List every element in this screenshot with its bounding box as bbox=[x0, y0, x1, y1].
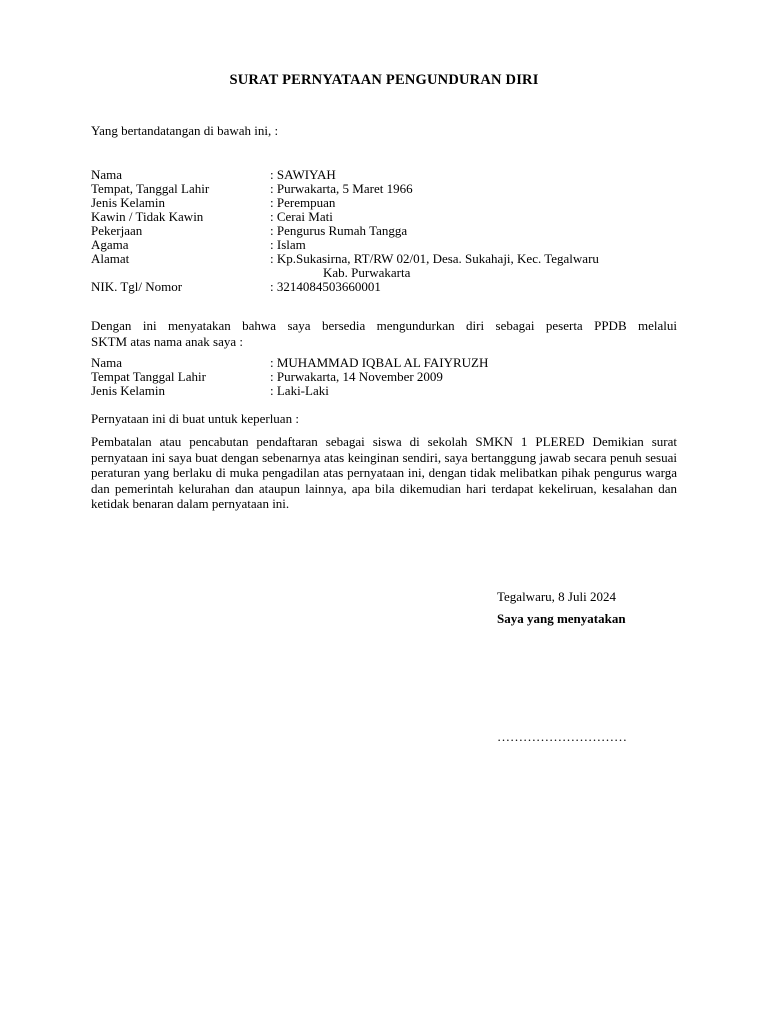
field-value: : Pengurus Rumah Tangga bbox=[270, 223, 408, 238]
statement-paragraph bbox=[91, 318, 677, 349]
field-label: Nama bbox=[91, 167, 123, 182]
field-label: Nama bbox=[91, 355, 123, 370]
body-paragraph: Pembatalan atau pencabutan pendaftaran sebagai siswa di sekolah SMKN 1 PLERED Demikian surat pernyataan ini saya buat dengan sebenarnya atas keinginan sendiri, saya bertanggung jawab secara penuh sesuai peraturan yang berlaku di muka pengadilan atas pernyataan ini, dengan tidak melibatkan pihak pengurus warga dan pemerintah kelurahan dan ataupun lainnya, apa bila dikemudian hari terdapat kekeliruan, kesalahan dan ketidak benaran dalam pernyataan ini. bbox=[91, 434, 677, 511]
statement-line-1: Dengan ini menyatakan bahwa saya bersedia mengundurkan diri sebagai peserta PPDB melalui bbox=[91, 318, 677, 333]
field-label: Jenis Kelamin bbox=[91, 195, 166, 210]
field-label: Tempat, Tanggal Lahir bbox=[91, 181, 210, 196]
document-title: SURAT PERNYATAAN PENGUNDURAN DIRI bbox=[229, 72, 539, 88]
field-value: : Islam bbox=[270, 237, 306, 252]
field-value: : Perempuan bbox=[270, 195, 336, 210]
signature-line: ………………………… bbox=[497, 729, 627, 744]
field-label: NIK. Tgl/ Nomor bbox=[91, 279, 183, 294]
field-value: : MUHAMMAD IQBAL AL FAIYRUZH bbox=[270, 355, 489, 370]
field-value: : Purwakarta, 5 Maret 1966 bbox=[270, 181, 413, 196]
field-value: : Laki-Laki bbox=[270, 383, 329, 398]
field-value: : Kp.Sukasirna, RT/RW 02/01, Desa. Sukahaji, Kec. Tegalwaru bbox=[270, 251, 599, 266]
purpose-text: Pernyataan ini di buat untuk keperluan : bbox=[91, 411, 299, 426]
field-label: Jenis Kelamin bbox=[91, 383, 166, 398]
field-value: : Purwakarta, 14 November 2009 bbox=[270, 369, 443, 384]
field-label: Tempat Tanggal Lahir bbox=[91, 369, 206, 384]
field-value: : 3214084503660001 bbox=[270, 279, 381, 294]
place-date: Tegalwaru, 8 Juli 2024 bbox=[497, 589, 616, 604]
field-label: Agama bbox=[91, 237, 129, 252]
field-label: Pekerjaan bbox=[91, 223, 143, 238]
field-alamat-line2: Kab. Purwakarta bbox=[323, 265, 411, 280]
intro-text: Yang bertandatangan di bawah ini, : bbox=[91, 123, 279, 138]
field-value: : SAWIYAH bbox=[270, 167, 336, 182]
field-label: Alamat bbox=[91, 251, 130, 266]
signer-statement: Saya yang menyatakan bbox=[497, 611, 626, 626]
field-label: Kawin / Tidak Kawin bbox=[91, 209, 204, 224]
field-value: : Cerai Mati bbox=[270, 209, 333, 224]
statement-line-2: SKTM atas nama anak saya : bbox=[91, 333, 243, 349]
